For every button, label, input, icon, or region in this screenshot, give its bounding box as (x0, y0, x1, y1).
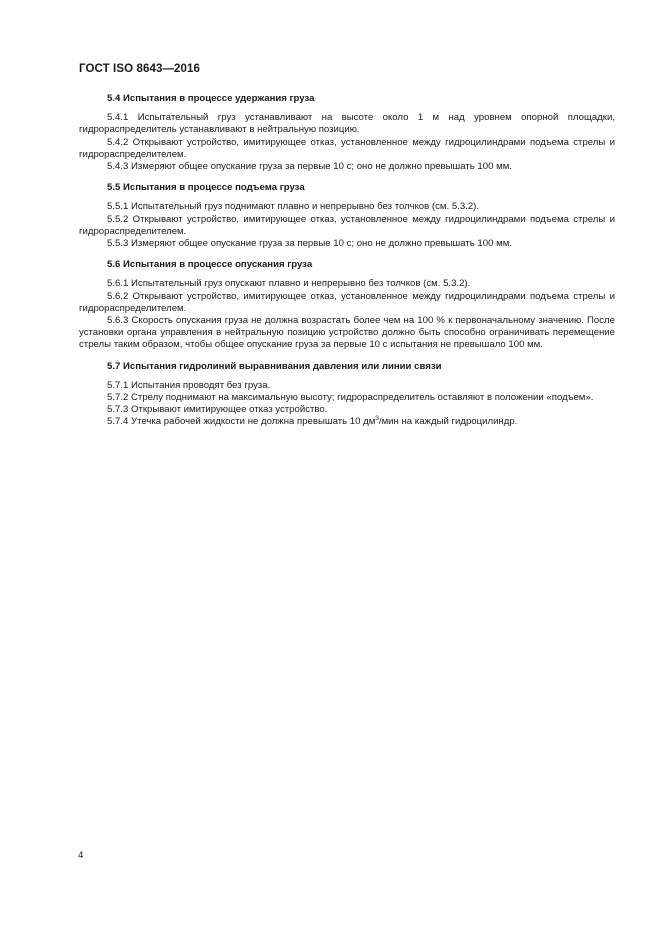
document-header-title: ГОСТ ISO 8643—2016 (79, 63, 201, 75)
section-title: 5.7 Испытания гидролиний выравнивания давления или линии связи (107, 360, 442, 372)
paragraph: 5.4.3 Измеряют общее опускание груза за первые 10 с; оно не должно превышать 100 мм. (107, 161, 512, 173)
section-title: 5.4 Испытания в процессе удержания груза (107, 93, 315, 104)
paragraph: 5.7.3 Открывают имитирующее отказ устройство. (107, 404, 328, 416)
paragraph: 5.5.1 Испытательный груз поднимают плавно и непрерывно без толчков (см. 5.3.2). (107, 201, 480, 213)
section-5-4 (79, 93, 615, 173)
paragraph-text: 5.7.4 Утечка рабочей жидкости не должна превышать 10 дм (107, 416, 376, 428)
section-title: 5.6 Испытания в процессе опускания груза (107, 259, 313, 271)
paragraph (79, 416, 615, 428)
page-number: 4 (78, 850, 84, 861)
paragraph: 5.6.3 Скорость опускания груза не должна возрастать более чем на 100 % к первоначальному значению. После установки органа управления в нейтральную позицию устройство должно быть способно ограничивать перемещение стрелы таким образом, чтобы общее опускание груза за первые 10 с испытания не превышало 100 мм. (79, 315, 615, 351)
paragraph: 5.6.2 Открывают устройство, имитирующее отказ, установленное между гидроцилиндрами подъема стрелы и гидрораспределителем. (79, 290, 615, 314)
section-title: 5.5 Испытания в процессе подъема груза (107, 182, 305, 194)
paragraph: 5.5.3 Измеряют общее опускание груза за первые 10 с; оно не должно превышать 100 мм. (107, 238, 512, 250)
section-5-7 (79, 361, 615, 429)
superscript: 3 (375, 415, 379, 423)
section-5-5 (79, 182, 615, 250)
paragraph-text: /мин на каждый гидроцилиндр. (378, 416, 518, 428)
paragraph: 5.4.1 Испытательный груз устанавливают на высоте около 1 м над уровнем опорной площадки, гидрораспределитель устанавливают в нейтральную позицию. (79, 112, 615, 136)
paragraph: 5.7.1 Испытания проводят без груза. (107, 379, 271, 391)
paragraph: 5.6.1 Испытательный груз опускают плавно и непрерывно без толчков (см. 5.3.2). (107, 278, 471, 290)
paragraph: 5.7.2 Стрелу поднимают на максимальную высоту; гидрораспределитель оставляют в положении «подъем». (107, 392, 594, 404)
document-body (79, 93, 615, 438)
paragraph: 5.5.2 Открывают устройство, имитирующее отказ, установленное между гидроцилиндрами подъема стрелы и гидрораспределителем. (79, 213, 615, 237)
section-5-6 (79, 259, 615, 351)
paragraph: 5.4.2 Открывают устройство, имитирующее отказ, установленное между гидроцилиндрами подъема стрелы и гидрораспределителем. (79, 136, 615, 160)
